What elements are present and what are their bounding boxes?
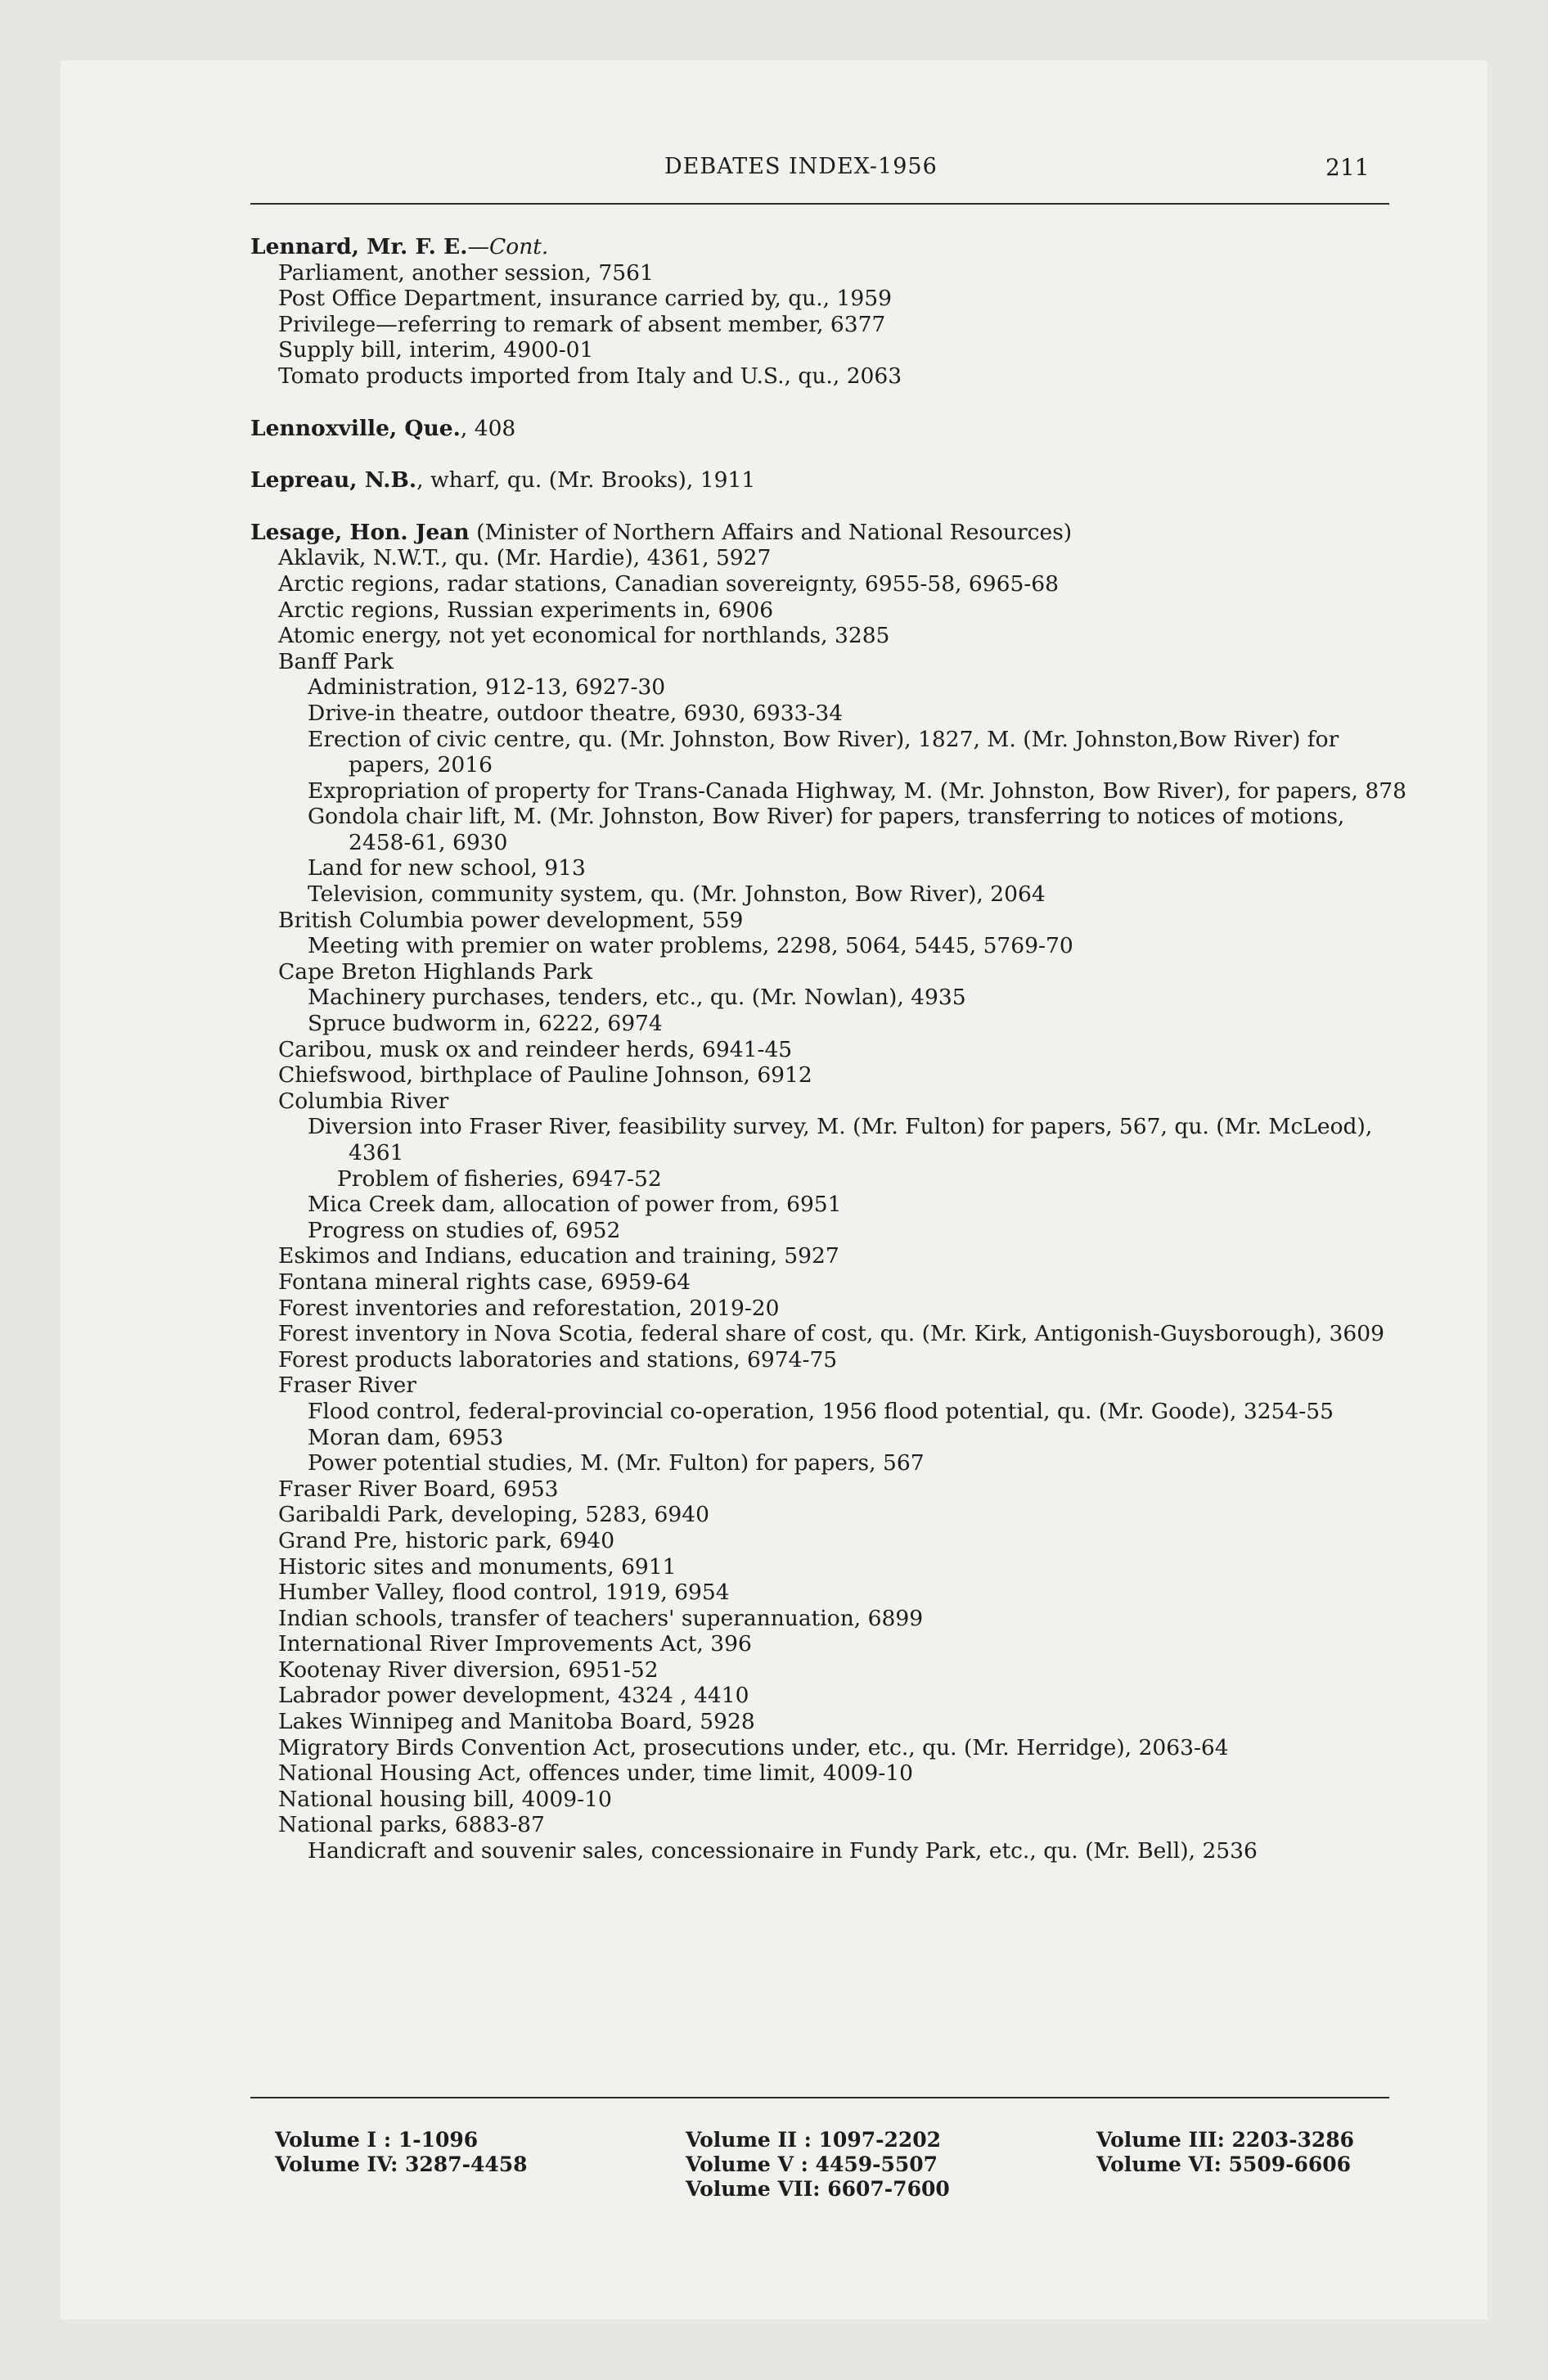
page-number: 211 [1325, 154, 1370, 181]
entry-lepreau [250, 467, 1412, 494]
sub-entry: National Housing Act, offences under, time limit, 4009-10 [278, 1760, 913, 1787]
sub-entry: Tomato products imported from Italy and U.S., qu., 2063 [278, 363, 902, 389]
entry-heading: Lepreau, N.B. [250, 467, 417, 494]
entry-text: (Minister of Northern Affairs and National Resources) [469, 519, 1073, 545]
sub-sub-entry: Machinery purchases, tenders, etc., qu. (Mr. Nowlan), 4935 [308, 985, 966, 1011]
sub-entry: Post Office Department, insurance carried by, qu., 1959 [278, 286, 892, 312]
sub-sub-entry: Power potential studies, M. (Mr. Fulton) for papers, 567 [308, 1450, 925, 1476]
sub-entry: Chiefswood, birthplace of Pauline Johnson, 6912 [278, 1062, 812, 1089]
sub-entry: Supply bill, interim, 4900-01 [278, 337, 594, 363]
sub-entry: Grand Pre, historic park, 6940 [278, 1527, 615, 1553]
header-rule [250, 203, 1389, 205]
sub-entry: Forest inventories and reforestation, 2019-20 [278, 1295, 780, 1321]
sub-sub-entry: Spruce budworm in, 6222, 6974 [308, 1011, 663, 1037]
sub-entry: Garibaldi Park, developing, 5283, 6940 [278, 1502, 709, 1528]
entry-lesage [250, 520, 1412, 1864]
sub-entry: Fraser River [278, 1373, 416, 1399]
volume-column-3 [1096, 2128, 1354, 2177]
sub-sub-entry: Erection of civic centre, qu. (Mr. Johnston, Bow River), 1827, M. (Mr. Johnston,Bow River) for papers, 2016 [308, 726, 1339, 778]
volume-range: Volume IV: 3287-4458 [275, 2152, 528, 2176]
sub-entry: Migratory Birds Convention Act, prosecutions under, etc., qu. (Mr. Herridge), 2063-64 [278, 1734, 1229, 1760]
sub-entry: Cape Breton Highlands Park [278, 958, 593, 985]
sub-entry: Parliament, another session, 7561 [278, 259, 654, 286]
sub-sub-entry: Drive-in theatre, outdoor theatre, 6930, 6933-34 [308, 700, 844, 726]
footer-rule [250, 2097, 1389, 2098]
sub-entry: Aklavik, N.W.T., qu. (Mr. Hardie), 4361, 5927 [278, 545, 772, 571]
sub-sub-entry: Television, community system, qu. (Mr. Johnston, Bow River), 2064 [308, 881, 1046, 908]
volume-column-1 [275, 2128, 528, 2177]
volume-range: Volume VI: 5509-6606 [1096, 2152, 1352, 2176]
sub-sub-entry: Progress on studies of, 6952 [308, 1217, 621, 1243]
sub-entry: Lakes Winnipeg and Manitoba Board, 5928 [278, 1709, 755, 1735]
sub-entry: Caribou, musk ox and reindeer herds, 6941-45 [278, 1036, 793, 1062]
sub-entry: Kootenay River diversion, 6951-52 [278, 1657, 659, 1683]
sub-sub-entry: Land for new school, 913 [308, 855, 586, 881]
sub-sub-entry: Administration, 912-13, 6927-30 [308, 674, 666, 701]
sub-entry: Forest products laboratories and stations, 6974-75 [278, 1346, 838, 1373]
sub-entry: Arctic regions, radar stations, Canadian sovereignty, 6955-58, 6965-68 [278, 570, 1060, 597]
sub-sub-sub-entry: Problem of fisheries, 6947-52 [337, 1165, 662, 1192]
sub-entry: Privilege—referring to remark of absent member, 6377 [278, 311, 886, 337]
sub-entry: Arctic regions, Russian experiments in, 6906 [278, 597, 774, 623]
sub-sub-entry: Moran dam, 6953 [308, 1424, 504, 1450]
running-head: DEBATES INDEX-1956 [664, 154, 938, 179]
sub-entry: Atomic energy, not yet economical for northlands, 3285 [278, 623, 890, 649]
sub-entry: Fontana mineral rights case, 6959-64 [278, 1269, 691, 1295]
sub-entry: Forest inventory in Nova Scotia, federal share of cost, qu. (Mr. Kirk, Antigonish-Guysborough), 3609 [278, 1321, 1384, 1347]
sub-entry: National housing bill, 4009-10 [278, 1786, 612, 1812]
sub-entry: Fraser River Board, 6953 [278, 1476, 559, 1502]
entry-heading: Lennoxville, Que. [250, 415, 461, 441]
sub-sub-entry: Gondola chair lift, M. (Mr. Johnston, Bow River) for papers, transferring to notices of motions, 2458-61, 6930 [308, 804, 1345, 855]
entry-text: , 408 [460, 415, 516, 441]
sub-entry: National parks, 6883-87 [278, 1812, 545, 1838]
sub-entry: Humber Valley, flood control, 1919, 6954 [278, 1580, 730, 1606]
sub-sub-entry: Flood control, federal-provincial co-operation, 1956 flood potential, qu. (Mr. Goode), 3254-55 [308, 1398, 1334, 1424]
sub-sub-entry: Expropriation of property for Trans-Canada Highway, M. (Mr. Johnston, Bow River), for papers, 878 [308, 778, 1406, 804]
volume-range: Volume V : 4459-5507 [686, 2152, 938, 2176]
sub-entry: Banff Park [278, 648, 394, 674]
sub-sub-entry: Mica Creek dam, allocation of power from, 6951 [308, 1192, 842, 1218]
sub-entry: Labrador power development, 4324 , 4410 [278, 1683, 749, 1709]
entry-heading: Lennard, Mr. F. E.—Cont. [250, 234, 549, 259]
volume-range: Volume VII: 6607-7600 [686, 2177, 950, 2201]
entry-lennoxville [250, 416, 1412, 442]
volume-range: Volume III: 2203-3286 [1096, 2128, 1355, 2152]
entry-heading: Lesage, Hon. Jean [250, 519, 470, 545]
entry-lennard [250, 234, 1412, 390]
sub-entry: Indian schools, transfer of teachers' superannuation, 6899 [278, 1605, 924, 1631]
sub-entry: International River Improvements Act, 396 [278, 1631, 752, 1657]
sub-entry: Columbia River [278, 1088, 449, 1114]
volume-range: Volume I : 1-1096 [275, 2128, 479, 2152]
entry-text: , wharf, qu. (Mr. Brooks), 1911 [416, 467, 756, 494]
sub-sub-entry: Handicraft and souvenir sales, concessionaire in Fundy Park, etc., qu. (Mr. Bell), 2536 [308, 1838, 1258, 1864]
sub-entry: British Columbia power development, 559 [278, 907, 744, 933]
volume-range: Volume II : 1097-2202 [686, 2128, 942, 2152]
sub-entry: Historic sites and monuments, 6911 [278, 1553, 677, 1580]
sub-entry: Eskimos and Indians, education and training, 5927 [278, 1243, 839, 1269]
index-content [250, 234, 1412, 1891]
sub-sub-entry: Meeting with premier on water problems, 2298, 5064, 5445, 5769-70 [308, 933, 1073, 959]
volume-column-2 [686, 2128, 950, 2202]
sub-sub-entry: Diversion into Fraser River, feasibility survey, M. (Mr. Fulton) for papers, 567, qu. (Mr. McLeod), 4361 [308, 1114, 1373, 1165]
